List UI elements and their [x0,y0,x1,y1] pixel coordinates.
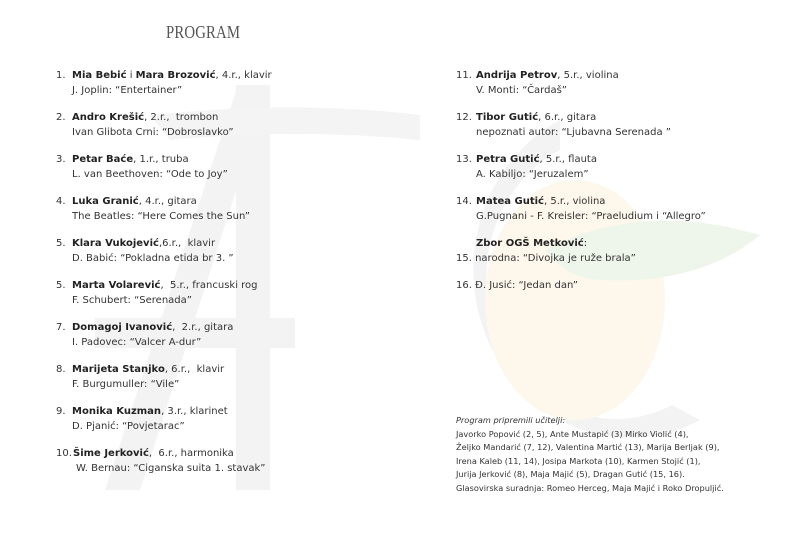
program-list-left [56,68,436,488]
piece: nepoznati autor: “Ljubavna Serenada ” [476,127,671,138]
performer-details: , 6.r., gitara [538,112,597,123]
performer-name: Šime Jerković [73,448,149,459]
performer-name-2: Mara Brozović [135,70,216,81]
piece: G.Pugnani - F. Kreisler: “Praeludium i “Allegro” [476,211,706,222]
piece: F. Schubert: “Serenada” [72,295,192,306]
item-number: 9. [56,406,66,417]
piece: I. Padovec: “Valcer A-dur” [72,337,202,348]
performer-details: , 4.r., klavir [215,70,272,81]
program-item [456,110,786,152]
program-item [456,152,786,194]
performer-name: Matea Gutić [476,196,544,207]
performer-name: Luka Granić [72,196,139,207]
item-number: 1. [56,70,66,81]
performer-name: Tibor Gutić [476,112,539,123]
choir-heading-colon: : [583,238,588,249]
program-item [56,236,436,278]
item-number: 10. [56,448,72,459]
page-title: PROGRAM [166,22,241,42]
item-number: 2. [56,112,66,123]
performer-details: , 5.r., violina [557,70,619,81]
item-number: 7. [56,322,66,333]
performer-details: , 6.r., klavir [164,364,225,375]
piece: V. Monti: “Čardaš” [476,85,567,96]
performer-name: Andrija Petrov [476,70,558,81]
teachers-note [456,414,786,495]
program-item [456,68,786,110]
teachers-line: Željko Mandarić (7, 12), Valentina Martić (13), Marija Berljak (9), [456,442,720,452]
performer-name: Domagoj Ivanović [72,322,173,333]
program-item [56,362,436,404]
piece: The Beatles: “Here Comes the Sun” [72,211,250,222]
performer-name: Andro Krešić [72,112,145,123]
performer-details: , 5.r., francuski rog [160,280,258,291]
piece: J. Joplin: “Entertainer” [72,85,183,96]
teachers-heading: Program pripremili učitelji: [456,415,566,425]
program-item [56,194,436,236]
performer-details: , 5.r., flauta [539,154,597,165]
item-number: 5. [56,280,66,291]
program-item [56,110,436,152]
performer-name: Petra Gutić [476,154,540,165]
item-number: 13. [456,154,472,165]
performer-details: , 4.r., gitara [138,196,197,207]
choir-item [456,278,786,293]
program-item [56,278,436,320]
choir-section [456,236,786,293]
piece: W. Bernau: “Ciganska suita 1. stavak” [76,463,266,474]
performer-name: Petar Baće [72,154,134,165]
item-number: 11. [456,70,472,81]
teachers-line: Glasovirska suradnja: Romeo Herceg, Maja Majić i Roko Dropuljić. [456,482,724,493]
item-number: 12. [456,112,472,123]
program-item [56,68,436,110]
piece: D. Babić: “Pokladna etida br 3. ” [72,253,234,264]
program-item [56,404,436,446]
program-list-right [456,68,786,293]
performer-details: ,6.r., klavir [158,238,216,249]
item-number: 16. [456,280,472,291]
performer-name: Mia Bebić [72,70,127,81]
performer-details: , 2.r., gitara [172,322,234,333]
item-number: 3. [56,154,66,165]
teachers-line: Jurija Jerković (8), Maja Majić (5), Dragan Gutić (15, 16). [456,469,685,479]
program-item [456,194,786,236]
piece: Đ. Jusić: “Jedan dan” [475,280,578,291]
item-number: 14. [456,196,472,207]
piece: D. Pjanić: “Povjetarac” [72,421,185,432]
item-number: 4. [56,196,66,207]
piece: F. Burgumuller: “Vile” [72,379,180,390]
teachers-line: Irena Kaleb (11, 14), Josipa Markota (10), Karmen Stojić (1), [456,455,701,466]
performer-details: , 3.r., klarinet [161,406,228,417]
connector: i [126,70,136,81]
item-number: 15. [456,253,472,264]
performer-name: Marijeta Stanjko [72,364,165,375]
piece: narodna: “Divojka je ruže brala” [475,253,636,264]
item-number: 5. [56,238,66,249]
performer-name: Marta Volarević [72,280,161,291]
piece: A. Kabiljo: “Jeruzalem” [476,169,589,180]
performer-name: Klara Vukojević [72,238,159,249]
performer-details: , 6.r., harmonika [148,448,234,459]
piece: L. van Beethoven: “Ode to Joy” [72,169,228,180]
program-item [56,152,436,194]
performer-name: Monika Kuzman [72,406,162,417]
choir-item [456,251,786,278]
performer-details: , 5.r., violina [543,196,606,207]
program-item [56,320,436,362]
program-item [56,446,436,488]
item-number: 8. [56,364,66,375]
piece: Ivan Glibota Crni: “Dobroslavko” [72,127,234,138]
teachers-line: Javorko Popović (2, 5), Ante Mustapić (3) Mirko Violić (4), [456,428,689,439]
choir-heading: Zbor OGŠ Metković [476,238,584,249]
performer-details: , 2.r., trombon [144,112,219,123]
performer-details: , 1.r., truba [133,154,189,165]
